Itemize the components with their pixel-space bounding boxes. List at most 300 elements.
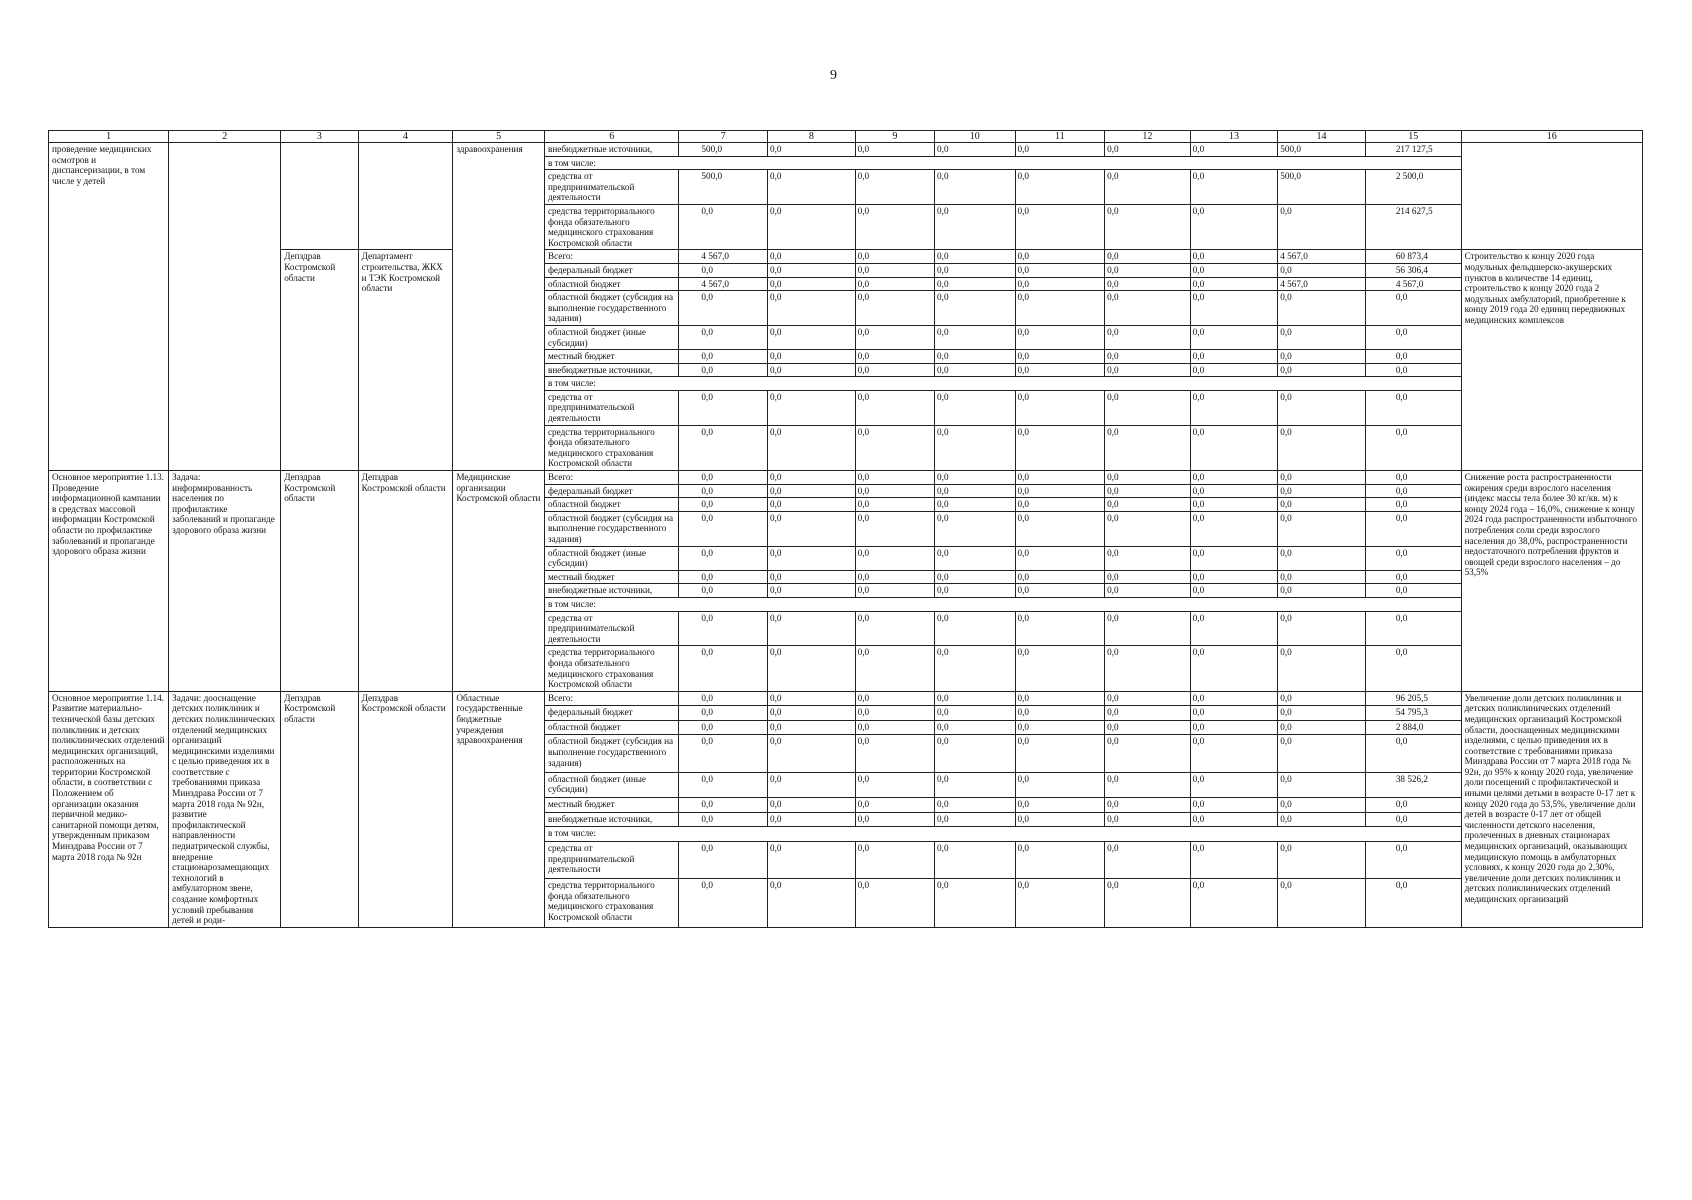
amount-cell: 0,0 [1190,798,1278,813]
amount-cell: 0,0 [855,798,934,813]
amount-cell: 0,0 [855,646,934,691]
amount-cell: 0,0 [855,170,934,205]
coordinator-cell: Депздрав Костромской области [281,471,358,692]
amount-cell: 0,0 [1190,350,1278,364]
amount-cell: 500,0 [679,143,768,157]
amount-cell: 0,0 [1105,879,1191,928]
amount-cell: 0,0 [855,325,934,349]
amount-cell: 0,0 [679,570,768,584]
amount-cell: 0,0 [935,325,1015,349]
funding-source-cell: в том числе: [544,827,1461,842]
amount-cell: 0,0 [855,498,934,512]
amount-cell: 0,0 [1190,691,1278,706]
amount-cell: 4 567,0 [679,250,768,264]
amount-cell: 0,0 [1105,735,1191,772]
amount-cell: 0,0 [679,471,768,485]
amount-cell: 0,0 [855,691,934,706]
amount-cell: 0,0 [1105,772,1191,798]
amount-cell: 0,0 [1278,546,1366,570]
amount-cell: 0,0 [1190,706,1278,721]
participant-cell: здравоохранения [453,143,545,471]
amount-cell: 0,0 [679,812,768,827]
amount-cell: 0,0 [679,611,768,646]
amount-cell: 0,0 [1015,691,1105,706]
amount-cell: 0,0 [1015,706,1105,721]
column-header: 12 [1105,131,1191,143]
amount-cell: 0,0 [1015,735,1105,772]
amount-cell: 60 873,4 [1365,250,1461,264]
funding-source-cell: областной бюджет (иные субсидии) [544,325,678,349]
amount-cell: 0,0 [1278,735,1366,772]
task-cell: Задача: информированность населения по профилактике заболеваний и пропаганде здорового образа жизни [169,471,281,692]
column-header: 2 [169,131,281,143]
amount-cell: 214 627,5 [1365,204,1461,249]
column-header: 4 [358,131,453,143]
amount-cell: 0,0 [935,546,1015,570]
amount-cell: 0,0 [1190,570,1278,584]
amount-cell: 0,0 [1015,611,1105,646]
amount-cell: 0,0 [1278,584,1366,598]
amount-cell: 0,0 [1190,204,1278,249]
amount-cell: 0,0 [935,250,1015,264]
amount-cell: 0,0 [768,879,856,928]
amount-cell: 0,0 [1365,570,1461,584]
amount-cell: 0,0 [679,646,768,691]
amount-cell: 0,0 [1190,390,1278,425]
amount-cell: 0,0 [1278,611,1366,646]
amount-cell: 0,0 [1190,879,1278,928]
amount-cell: 0,0 [1278,511,1366,546]
amount-cell: 0,0 [1015,291,1105,326]
amount-cell: 0,0 [1105,691,1191,706]
funding-source-cell: средства территориального фонда обязательного медицинского страхования Костромской области [544,879,678,928]
amount-cell: 0,0 [1105,425,1191,470]
funding-source-cell: средства от предпринимательской деятельности [544,611,678,646]
amount-cell: 0,0 [1278,812,1366,827]
amount-cell: 0,0 [1105,390,1191,425]
amount-cell: 0,0 [935,584,1015,598]
budget-table-container [48,130,1643,928]
amount-cell: 0,0 [855,143,934,157]
amount-cell: 0,0 [855,841,934,878]
amount-cell: 0,0 [1105,263,1191,277]
amount-cell: 0,0 [1015,772,1105,798]
amount-cell: 0,0 [768,611,856,646]
column-header: 16 [1461,131,1642,143]
amount-cell: 0,0 [679,772,768,798]
amount-cell: 217 127,5 [1365,143,1461,157]
amount-cell: 0,0 [768,546,856,570]
column-header: 1 [49,131,169,143]
page-number: 9 [830,68,837,83]
amount-cell: 0,0 [1190,511,1278,546]
amount-cell: 0,0 [1190,841,1278,878]
funding-source-cell: местный бюджет [544,570,678,584]
amount-cell: 0,0 [679,263,768,277]
amount-cell: 0,0 [1190,143,1278,157]
table-row [49,691,1643,706]
participant-cell: Медицинские организации Костромской области [453,471,545,692]
amount-cell: 0,0 [935,646,1015,691]
amount-cell: 0,0 [855,263,934,277]
amount-cell: 0,0 [1105,584,1191,598]
amount-cell: 0,0 [1015,484,1105,498]
amount-cell: 0,0 [768,570,856,584]
amount-cell: 0,0 [1015,812,1105,827]
table-row [49,143,1643,157]
column-header: 11 [1015,131,1105,143]
amount-cell: 4 567,0 [1278,250,1366,264]
amount-cell: 0,0 [1365,735,1461,772]
amount-cell: 0,0 [1190,325,1278,349]
amount-cell: 0,0 [855,277,934,291]
amount-cell: 0,0 [679,511,768,546]
amount-cell: 0,0 [768,425,856,470]
amount-cell: 0,0 [1278,350,1366,364]
amount-cell: 0,0 [1105,204,1191,249]
amount-cell: 0,0 [935,350,1015,364]
measure-name-cell: проведение медицинских осмотров и диспансеризации, в том числе у детей [49,143,169,471]
amount-cell: 0,0 [1105,841,1191,878]
amount-cell: 0,0 [935,363,1015,377]
amount-cell: 0,0 [1365,325,1461,349]
task-cell [169,143,281,471]
amount-cell: 0,0 [1015,546,1105,570]
amount-cell: 0,0 [1015,350,1105,364]
amount-cell: 0,0 [935,570,1015,584]
funding-source-cell: Всего: [544,471,678,485]
amount-cell: 0,0 [1190,291,1278,326]
amount-cell: 0,0 [1365,646,1461,691]
amount-cell: 0,0 [1278,325,1366,349]
amount-cell: 0,0 [679,735,768,772]
amount-cell: 0,0 [679,706,768,721]
column-header: 8 [768,131,856,143]
funding-source-cell: федеральный бюджет [544,706,678,721]
amount-cell: 0,0 [935,170,1015,205]
amount-cell: 0,0 [1365,798,1461,813]
funding-source-cell: областной бюджет (субсидия на выполнение государственного задания) [544,735,678,772]
amount-cell: 0,0 [1365,584,1461,598]
amount-cell: 0,0 [935,471,1015,485]
amount-cell: 0,0 [1105,706,1191,721]
amount-cell: 0,0 [935,143,1015,157]
amount-cell: 0,0 [855,584,934,598]
amount-cell: 0,0 [1365,841,1461,878]
amount-cell: 0,0 [768,720,856,735]
amount-cell: 0,0 [768,691,856,706]
amount-cell: 0,0 [768,263,856,277]
amount-cell: 0,0 [1105,363,1191,377]
amount-cell: 0,0 [1190,277,1278,291]
amount-cell: 0,0 [1015,798,1105,813]
amount-cell: 0,0 [679,350,768,364]
amount-cell: 0,0 [768,277,856,291]
amount-cell: 0,0 [1015,841,1105,878]
amount-cell: 54 795,3 [1365,706,1461,721]
amount-cell: 0,0 [1015,250,1105,264]
funding-source-cell: федеральный бюджет [544,263,678,277]
amount-cell: 0,0 [679,879,768,928]
amount-cell: 0,0 [935,291,1015,326]
column-header: 15 [1365,131,1461,143]
amount-cell: 0,0 [679,291,768,326]
amount-cell: 0,0 [1278,498,1366,512]
funding-source-cell: Всего: [544,691,678,706]
amount-cell: 0,0 [935,798,1015,813]
column-header: 14 [1278,131,1366,143]
expected-result-cell [1461,143,1642,250]
amount-cell: 0,0 [768,498,856,512]
executor-cell [358,143,453,250]
amount-cell: 0,0 [1015,143,1105,157]
amount-cell: 0,0 [1190,484,1278,498]
funding-source-cell: областной бюджет (субсидия на выполнение государственного задания) [544,291,678,326]
amount-cell: 0,0 [935,511,1015,546]
amount-cell: 0,0 [1278,691,1366,706]
amount-cell: 0,0 [1015,646,1105,691]
amount-cell: 0,0 [768,798,856,813]
amount-cell: 0,0 [1278,263,1366,277]
amount-cell: 0,0 [1105,143,1191,157]
funding-source-cell: внебюджетные источники, [544,363,678,377]
amount-cell: 0,0 [855,772,934,798]
amount-cell: 0,0 [1190,584,1278,598]
amount-cell: 0,0 [1278,471,1366,485]
column-header: 7 [679,131,768,143]
amount-cell: 0,0 [1278,772,1366,798]
amount-cell: 0,0 [855,250,934,264]
amount-cell: 0,0 [1105,498,1191,512]
amount-cell: 0,0 [855,471,934,485]
amount-cell: 0,0 [1365,812,1461,827]
table-body [49,131,1643,928]
funding-source-cell: в том числе: [544,597,1461,611]
amount-cell: 56 306,4 [1365,263,1461,277]
amount-cell: 0,0 [768,511,856,546]
amount-cell: 0,0 [1190,720,1278,735]
amount-cell: 500,0 [679,170,768,205]
amount-cell: 0,0 [768,143,856,157]
table-row [49,471,1643,485]
amount-cell: 0,0 [1190,263,1278,277]
amount-cell: 0,0 [1015,498,1105,512]
amount-cell: 0,0 [1365,611,1461,646]
amount-cell: 0,0 [1105,170,1191,205]
amount-cell: 0,0 [1190,611,1278,646]
column-header: 6 [544,131,678,143]
amount-cell: 0,0 [935,720,1015,735]
amount-cell: 0,0 [768,390,856,425]
budget-table [48,130,1643,928]
amount-cell: 0,0 [855,706,934,721]
amount-cell: 0,0 [768,484,856,498]
amount-cell: 0,0 [679,691,768,706]
amount-cell: 0,0 [855,511,934,546]
amount-cell: 500,0 [1278,170,1366,205]
amount-cell: 0,0 [1190,646,1278,691]
amount-cell: 0,0 [935,277,1015,291]
funding-source-cell: областной бюджет [544,720,678,735]
amount-cell: 0,0 [1015,325,1105,349]
amount-cell: 0,0 [1278,291,1366,326]
amount-cell: 0,0 [855,425,934,470]
amount-cell: 0,0 [1105,611,1191,646]
expected-result-cell: Увеличение доли детских поликлиник и детских поликлинических отделений медицинских организаций Костромской области, дооснащенных медицинскими изделиями, с целью приведения их в соответствие с требованиями приказа Минздрава России от 7 марта 2018 года № 92н, до 95% к концу 2020 года, увеличение доли посещений с профилактической и иными целями детьми в возрасте 0-17 лет к концу 2020 года до 53,5%, увеличение доли детей в возрасте 0-17 лет от общей численности детского населения, пролеченных в дневных стационарах медицинских организаций, оказывающих медицинскую помощь в амбулаторных условиях, к концу 2020 года до 2,30%, увеличение доли детских поликлиник и детских поликлинических отделений медицинских организаций [1461,691,1642,927]
amount-cell: 0,0 [1365,291,1461,326]
header-row [49,131,1643,143]
funding-source-cell: Всего: [544,250,678,264]
amount-cell: 0,0 [1190,772,1278,798]
amount-cell: 0,0 [1190,250,1278,264]
amount-cell: 0,0 [768,170,856,205]
amount-cell: 4 567,0 [1278,277,1366,291]
amount-cell: 500,0 [1278,143,1366,157]
amount-cell: 0,0 [768,812,856,827]
amount-cell: 0,0 [1190,363,1278,377]
amount-cell: 0,0 [935,425,1015,470]
amount-cell: 0,0 [679,720,768,735]
executor-cell: Депздрав Костромской области [358,471,453,692]
amount-cell: 0,0 [1190,546,1278,570]
funding-source-cell: средства от предпринимательской деятельности [544,390,678,425]
column-header: 13 [1190,131,1278,143]
amount-cell: 0,0 [1365,363,1461,377]
amount-cell: 0,0 [855,390,934,425]
amount-cell: 0,0 [1278,363,1366,377]
amount-cell: 0,0 [679,546,768,570]
expected-result-cell: Снижение роста распространенности ожирения среди взрослого населения (индекс массы тела более 30 кг/кв. м) к концу 2024 года – 16,0%, снижение к концу 2024 года распространенности избыточного потребления соли среди взрослого населения до 38,0%, распространенности недостаточного потребления фруктов и овощей среди взрослого населения – до 53,5% [1461,471,1642,692]
amount-cell: 0,0 [1105,471,1191,485]
amount-cell: 0,0 [1365,879,1461,928]
amount-cell: 0,0 [1278,570,1366,584]
amount-cell: 2 884,0 [1365,720,1461,735]
amount-cell: 0,0 [1105,350,1191,364]
amount-cell: 0,0 [1278,484,1366,498]
amount-cell: 0,0 [1278,720,1366,735]
amount-cell: 0,0 [679,390,768,425]
column-header: 5 [453,131,545,143]
amount-cell: 0,0 [935,204,1015,249]
expected-result-cell: Строительство к концу 2020 года модульных фельдшерско-акушерских пунктов в количестве 14 единиц, строительство к концу 2020 года 2 модульных амбулаторий, приобретение к концу 2019 года 20 единиц передвижных медицинских комплексов [1461,250,1642,471]
funding-source-cell: средства от предпринимательской деятельности [544,841,678,878]
amount-cell: 0,0 [1105,546,1191,570]
amount-cell: 0,0 [1365,471,1461,485]
funding-source-cell: в том числе: [544,156,1461,170]
task-cell: Задачи: дооснащение детских поликлиник и детских поликлинических отделений медицинских организаций медицинскими изделиями с целью приведения их в соответствие с требованиями приказа Минздрава России от 7 марта 2018 года № 92н, развитие профилактической направленности педиатрической службы, внедрение стационарозамещающих технологий в амбулаторном звене, создание комфортных условий пребывания детей и роди- [169,691,281,927]
amount-cell: 0,0 [1105,250,1191,264]
amount-cell: 0,0 [679,484,768,498]
amount-cell: 0,0 [768,584,856,598]
amount-cell: 0,0 [1105,798,1191,813]
column-header: 10 [935,131,1015,143]
amount-cell: 0,0 [1015,363,1105,377]
amount-cell: 0,0 [1278,390,1366,425]
amount-cell: 0,0 [1105,720,1191,735]
funding-source-cell: областной бюджет [544,498,678,512]
funding-source-cell: средства территориального фонда обязательного медицинского страхования Костромской области [544,425,678,470]
amount-cell: 0,0 [1015,277,1105,291]
amount-cell: 0,0 [855,363,934,377]
amount-cell: 0,0 [855,546,934,570]
amount-cell: 96 205,5 [1365,691,1461,706]
amount-cell: 0,0 [1190,498,1278,512]
amount-cell: 0,0 [679,425,768,470]
amount-cell: 0,0 [1105,325,1191,349]
amount-cell: 0,0 [1278,798,1366,813]
participant-cell: Областные государственные бюджетные учреждения здравоохранения [453,691,545,927]
amount-cell: 0,0 [1278,841,1366,878]
amount-cell: 0,0 [1278,706,1366,721]
amount-cell: 0,0 [1015,204,1105,249]
amount-cell: 0,0 [1015,720,1105,735]
amount-cell: 0,0 [935,263,1015,277]
column-header: 3 [281,131,358,143]
coordinator-cell: Депздрав Костромской области [281,691,358,927]
amount-cell: 0,0 [1190,812,1278,827]
amount-cell: 0,0 [1105,570,1191,584]
executor-cell: Департамент строительства, ЖКХ и ТЭК Костромской области [358,250,453,471]
amount-cell: 0,0 [855,611,934,646]
amount-cell: 0,0 [679,363,768,377]
amount-cell: 0,0 [1015,511,1105,546]
measure-name-cell: Основное мероприятие 1.14. Развитие материально-технической базы детских поликлиник и детских поликлинических отделений медицинских организаций, расположенных на территории Костромской области, в соответствии с Положением об организации оказания первичной медико-санитарной помощи детям, утвержденным приказом Минздрава России от 7 марта 2018 года № 92н [49,691,169,927]
amount-cell: 0,0 [1015,170,1105,205]
amount-cell: 0,0 [935,841,1015,878]
funding-source-cell: местный бюджет [544,350,678,364]
amount-cell: 0,0 [768,325,856,349]
amount-cell: 0,0 [1190,425,1278,470]
amount-cell: 0,0 [855,720,934,735]
amount-cell: 0,0 [855,484,934,498]
coordinator-cell [281,143,358,250]
amount-cell: 0,0 [1278,425,1366,470]
amount-cell: 0,0 [855,735,934,772]
amount-cell: 0,0 [1365,425,1461,470]
amount-cell: 0,0 [1015,263,1105,277]
amount-cell: 0,0 [1190,170,1278,205]
amount-cell: 0,0 [935,498,1015,512]
amount-cell: 0,0 [1105,812,1191,827]
amount-cell: 0,0 [855,291,934,326]
executor-cell: Депздрав Костромской области [358,691,453,927]
funding-source-cell: средства территориального фонда обязательного медицинского страхования Костромской области [544,646,678,691]
amount-cell: 0,0 [1365,350,1461,364]
amount-cell: 0,0 [679,584,768,598]
amount-cell: 0,0 [1278,879,1366,928]
amount-cell: 0,0 [768,350,856,364]
amount-cell: 2 500,0 [1365,170,1461,205]
amount-cell: 0,0 [768,471,856,485]
amount-cell: 4 567,0 [679,277,768,291]
amount-cell: 0,0 [855,879,934,928]
coordinator-cell: Депздрав Костромской области [281,250,358,471]
amount-cell: 0,0 [855,350,934,364]
funding-source-cell: федеральный бюджет [544,484,678,498]
amount-cell: 0,0 [1365,546,1461,570]
funding-source-cell: в том числе: [544,377,1461,391]
amount-cell: 0,0 [1015,425,1105,470]
amount-cell: 0,0 [1015,879,1105,928]
amount-cell: 0,0 [1190,735,1278,772]
amount-cell: 0,0 [679,498,768,512]
amount-cell: 0,0 [1015,584,1105,598]
amount-cell: 0,0 [1365,484,1461,498]
funding-source-cell: внебюджетные источники, [544,143,678,157]
amount-cell: 0,0 [768,250,856,264]
amount-cell: 0,0 [768,706,856,721]
amount-cell: 0,0 [1190,471,1278,485]
